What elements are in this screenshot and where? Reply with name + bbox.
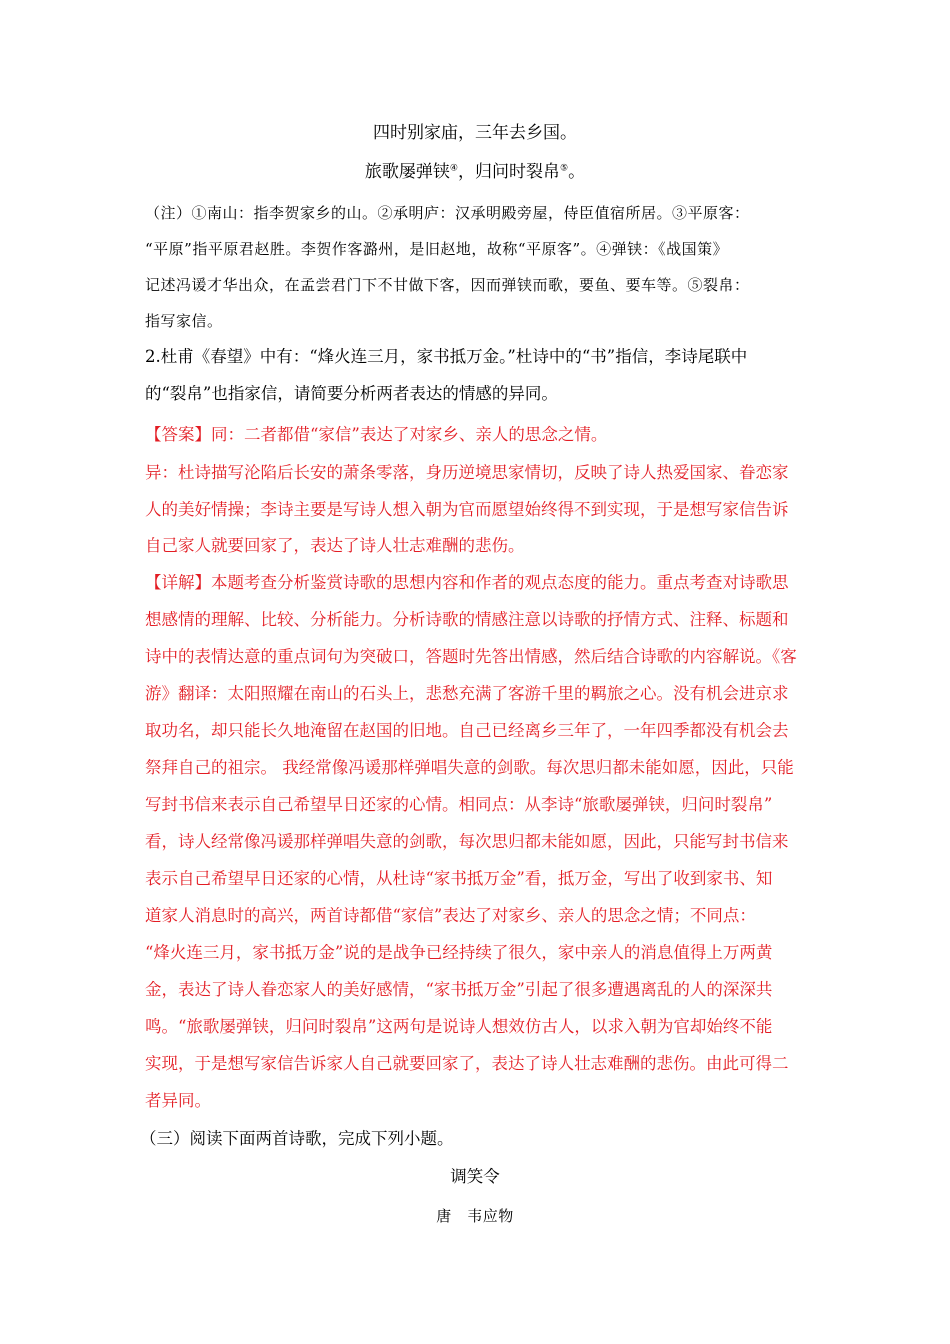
answer-line-1 bbox=[145, 424, 805, 446]
question-line-2: 的“裂帛”也指家信，请简要分析两者表达的情感的异同。 bbox=[145, 384, 558, 403]
poem2-title: 调笑令 bbox=[450, 1167, 500, 1186]
detail-line-10: 道家人消息时的高兴，两首诗都借“家信”表达了对家乡、亲人的思念之情；不同点： bbox=[145, 906, 756, 925]
answer-line-2: 异：杜诗描写沦陷后长安的萧条零落，身历逆境思家情切，反映了诗人热爱国家、眷恋家 bbox=[145, 463, 789, 482]
detail-tag: 【详解】 bbox=[145, 573, 211, 592]
poem-line-1: 四时别家庙，三年去乡国。 bbox=[373, 123, 577, 143]
detail-line-4: 游》翻译：太阳照耀在南山的石头上，悲愁充满了客游千里的羁旅之心。没有机会进京求 bbox=[145, 684, 789, 703]
section-3-heading: （三）阅读下面两首诗歌，完成下列小题。 bbox=[140, 1129, 454, 1148]
answer-same: 同：二者都借“家信”表达了对家乡、亲人的思念之情。 bbox=[211, 425, 608, 444]
note-line-1: （注）①南山：指李贺家乡的山。②承明庐：汉承明殿旁屋，侍臣值宿所居。③平原客： bbox=[145, 204, 750, 222]
answer-tag: 【答案】 bbox=[145, 425, 211, 444]
detail-first: 本题考查分析鉴赏诗歌的思想内容和作者的观点态度的能力。重点考查对诗歌思 bbox=[211, 573, 789, 592]
answer-line-4: 自己家人就要回家了，表达了诗人壮志难酬的悲伤。 bbox=[145, 536, 525, 555]
footnote-marker-5: ⑤ bbox=[560, 163, 569, 174]
answer-line-3: 人的美好情操；李诗主要是写诗人想入朝为官而愿望始终得不到实现，于是想写家信告诉 bbox=[145, 500, 789, 519]
detail-line-8: 看，诗人经常像冯谖那样弹唱失意的剑歌，每次思归都未能如愿，因此，只能写封书信来 bbox=[145, 832, 789, 851]
detail-line-1 bbox=[145, 572, 805, 594]
detail-line-3: 诗中的表情达意的重点词句为突破口，答题时先答出情感，然后结合诗歌的内容解说。《客 bbox=[145, 647, 797, 666]
detail-line-5: 取功名，却只能长久地淹留在赵国的旧地。自己已经离乡三年了，一年四季都没有机会去 bbox=[145, 721, 789, 740]
note-line-3: 记述冯谖才华出众，在孟尝君门下不甘做下客，因而弹铗而歌，要鱼、要车等。⑤裂帛： bbox=[145, 276, 750, 294]
detail-line-6: 祭拜自己的祖宗。 我经常像冯谖那样弹唱失意的剑歌。每次思归都未能如愿，因此，只能 bbox=[145, 758, 794, 777]
poem-line-2-part-b: ，归问时裂帛 bbox=[458, 162, 560, 182]
question-line-1: 2.杜甫《春望》中有：“烽火连三月，家书抵万金。”杜诗中的“书”指信，李诗尾联中 bbox=[145, 347, 748, 366]
poem2-author: 唐 韦应物 bbox=[436, 1207, 514, 1225]
poem-line-2 bbox=[145, 161, 805, 183]
note-line-2: “平原”指平原君赵胜。李贺作客潞州，是旧赵地，故称“平原客”。④弹铗：《战国策》 bbox=[145, 240, 729, 258]
detail-line-7: 写封书信来表示自己希望早日还家的心情。相同点：从李诗“旅歌屡弹铗，归问时裂帛” bbox=[145, 795, 773, 814]
detail-line-15: 者异同。 bbox=[145, 1091, 211, 1110]
detail-line-9: 表示自己希望早日还家的心情，从杜诗“家书抵万金”看，抵万金，写出了收到家书、知 bbox=[145, 869, 773, 888]
note-line-4: 指写家信。 bbox=[145, 312, 223, 330]
detail-line-2: 想感情的理解、比较、分析能力。分析诗歌的情感注意以诗歌的抒情方式、注释、标题和 bbox=[145, 610, 789, 629]
detail-line-14: 实现，于是想写家信告诉家人自己就要回家了，表达了诗人壮志难酬的悲伤。由此可得二 bbox=[145, 1054, 789, 1073]
detail-line-11: “烽火连三月，家书抵万金”说的是战争已经持续了很久，家中亲人的消息值得上万两黄 bbox=[145, 943, 773, 962]
detail-line-13: 鸣。“旅歌屡弹铗，归问时裂帛”这两句是说诗人想效仿古人，以求入朝为官却始终不能 bbox=[145, 1017, 773, 1036]
footnote-marker-4: ④ bbox=[449, 163, 458, 174]
poem-line-2-part-a: 旅歌屡弹铗 bbox=[364, 162, 450, 182]
detail-line-12: 金，表达了诗人眷恋家人的美好感情，“家书抵万金”引起了很多遭遇离乱的人的深深共 bbox=[145, 980, 773, 999]
poem-line-2-part-c: 。 bbox=[568, 162, 586, 182]
